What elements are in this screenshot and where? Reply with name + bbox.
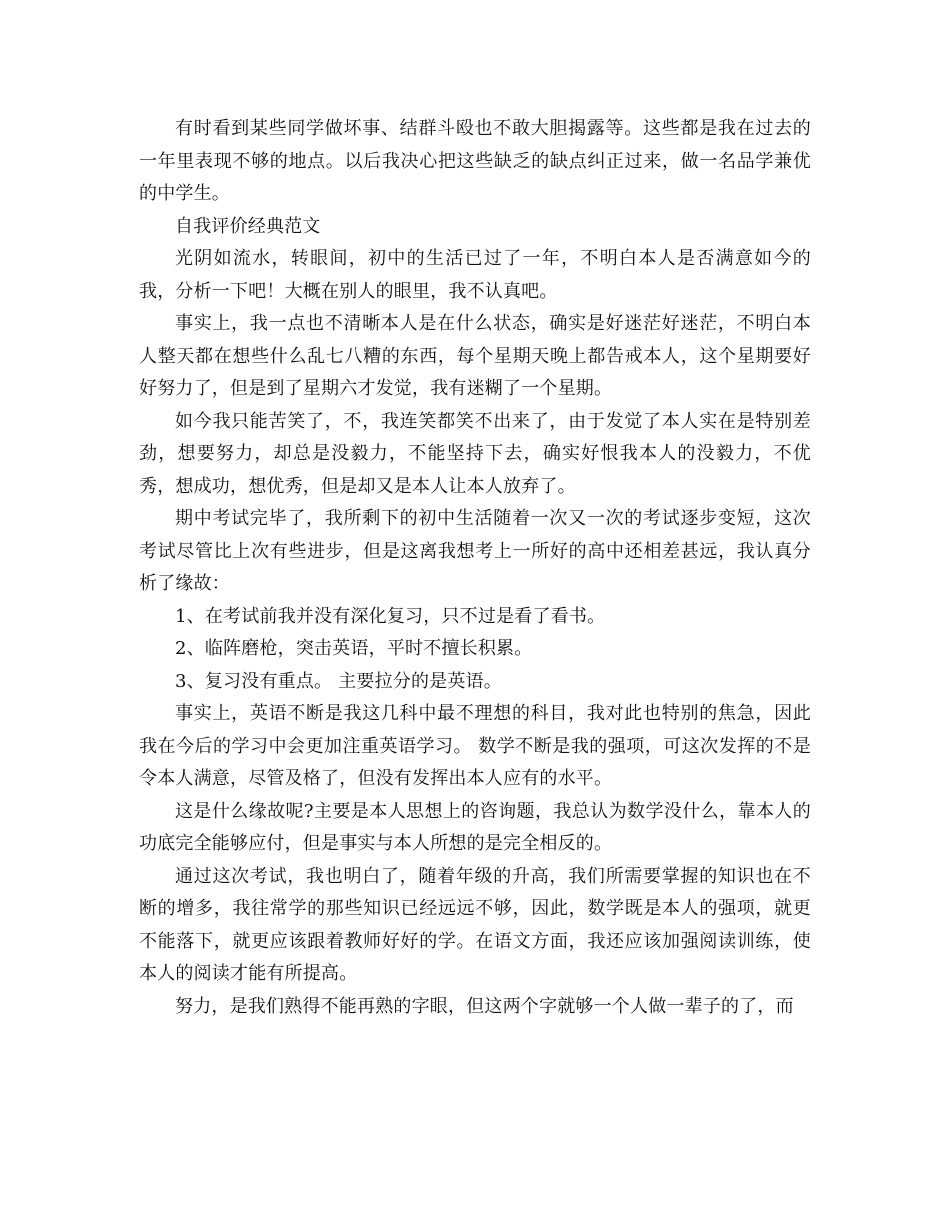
list-item: 2、临阵磨枪，突击英语，平时不擅长积累。	[175, 638, 533, 659]
list-item: 1、在考试前我并没有深化复习，只不过是看了看书。	[175, 605, 606, 627]
document-body	[139, 113, 811, 1023]
section-heading: 自我评价经典范文	[175, 215, 321, 237]
paragraph: 如今我只能苦笑了，不，我连笑都笑不出来了，由于发觉了本人实在是特别差劲，想要努力，却总是没毅力，不能坚持下去，确实好恨我本人的没毅力，不优秀，想成功，想优秀，但是却又是本人让本人放弃了。	[139, 410, 811, 497]
list-item: 3、复习没有重点。 主要拉分的是英语。	[175, 670, 502, 692]
paragraph: 通过这次考试，我也明白了，随着年级的升高，我们所需要掌握的知识也在不断的增多，我往常学的那些知识已经远远不够，因此，数学既是本人的强项，就更不能落下，就更应该跟着教师好好的学。在语文方面，我还应该加强阅读训练，使本人的阅读才能有所提高。	[139, 865, 811, 984]
paragraph: 事实上，我一点也不清晰本人是在什么状态，确实是好迷茫好迷茫，不明白本人整天都在想些什么乱七八糟的东西，每个星期天晚上都告戒本人，这个星期要好好努力了，但是到了星期六才发觉，我有迷糊了一个星期。	[139, 313, 811, 399]
paragraph: 期中考试完毕了，我所剩下的初中生活随着一次又一次的考试逐步变短，这次考试尽管比上次有些进步，但是这离我想考上一所好的高中还相差甚远，我认真分析了缘故：	[139, 508, 811, 594]
paragraph: 努力，是我们熟得不能再熟的字眼，但这两个字就够一个人做一辈子的了，而	[175, 995, 794, 1017]
paragraph: 有时看到某些同学做坏事、结群斗殴也不敢大胆揭露等。这些都是我在过去的一年里表现不够的地点。以后我决心把这些缺乏的缺点纠正过来，做一名品学兼优的中学生。	[139, 118, 811, 204]
paragraph: 这是什么缘故呢?主要是本人思想上的咨询题，我总认为数学没什么，靠本人的功底完全能够应付，但是事实与本人所想的是完全相反的。	[139, 800, 811, 854]
paragraph: 事实上，英语不断是我这几科中最不理想的科目，我对此也特别的焦急，因此我在今后的学习中会更加注重英语学习。 数学不断是我的强项，可这次发挥的不是令本人满意，尽管及格了，但没有发挥出本人应有的水平。	[139, 703, 811, 789]
paragraph: 光阴如流水，转眼间，初中的生活已过了一年，不明白本人是否满意如今的我，分析一下吧！大概在别人的眼里，我不认真吧。	[139, 248, 811, 302]
